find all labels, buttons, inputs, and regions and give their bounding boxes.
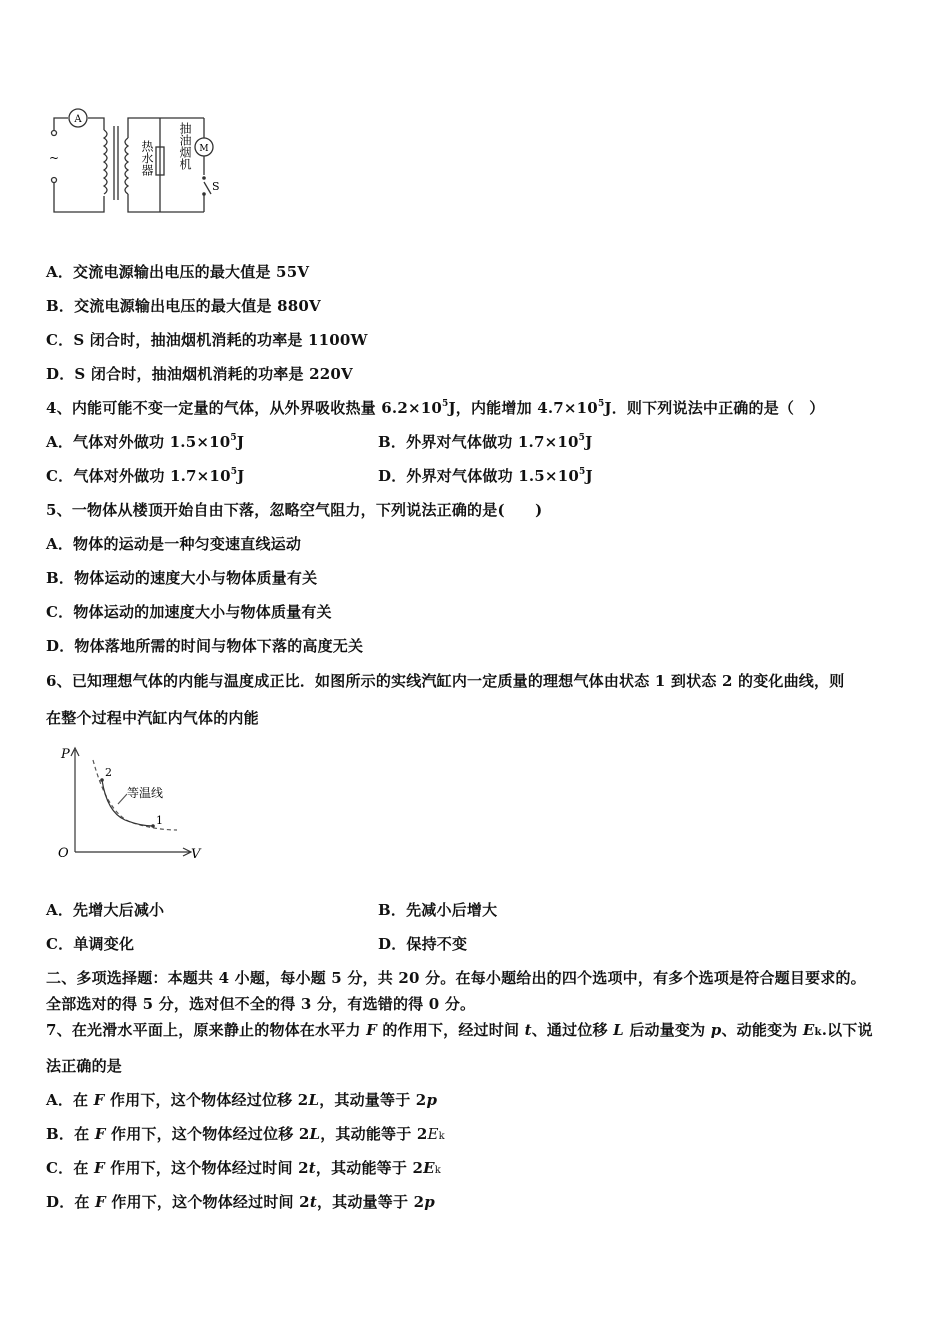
q6-stem-line1: 6、已知理想气体的内能与温度成正比．如图所示的实线汽缸内一定质量的理想气体由状态 1 到状态 2 的变化曲线，则 xyxy=(46,672,845,690)
circuit-diagram xyxy=(40,100,230,220)
q4-option-a: A．气体对外做功 $1.5\times 10^5J$ xyxy=(46,433,245,451)
q5-stem: 5、一物体从楼顶开始自由下落，忽略空气阻力，下列说法正确的是( ) xyxy=(46,501,543,519)
q5-option-d: D．物体落地所需的时间与物体下落的高度无关 xyxy=(46,637,364,655)
q7-option-b: B．在 F 作用下，这个物体经过位移 2L，其动能等于 2Ek xyxy=(46,1125,445,1143)
section2-heading-line2: 全部选对的得 5 分，选对但不全的得 3 分，有选错的得 0 分。 xyxy=(46,995,476,1013)
hood-label: 抽油烟机 xyxy=(178,122,192,170)
pv-graph xyxy=(55,742,205,867)
q7-option-c: C．在 F 作用下，这个物体经过时间 2t，其动能等于 2Ek xyxy=(46,1159,442,1177)
q7-option-d: D．在 F 作用下，这个物体经过时间 2t，其动量等于 2p xyxy=(46,1193,435,1211)
q3-option-d: D．S 闭合时，抽油烟机消耗的功率是 220V xyxy=(46,365,353,383)
switch-label: S xyxy=(212,180,220,193)
q4-option-d: D．外界对气体做功 $1.5\times 10^5J$ xyxy=(378,467,593,485)
q6-option-b: B．先减小后增大 xyxy=(378,901,498,919)
heater-label: 热水器 xyxy=(140,140,154,176)
axis-v-label: V xyxy=(191,847,201,862)
q4-stem: 4、内能可能不变一定量的气体，从外界吸收热量 $6.2\times 10^5J$，内能增加 $4.7\times 10^5J$．则下列说法中正确的是（ ） xyxy=(46,399,825,417)
q6-stem-line2: 在整个过程中汽缸内气体的内能 xyxy=(46,709,259,727)
q3-option-b: B．交流电源输出电压的最大值是 880V xyxy=(46,297,321,315)
q5-option-b: B．物体运动的速度大小与物体质量有关 xyxy=(46,569,318,587)
axis-p-label: P xyxy=(61,747,70,762)
ammeter-label: A xyxy=(74,114,82,125)
q3-option-a: A．交流电源输出电压的最大值是 55V xyxy=(46,263,310,281)
q4-option-b: B．外界对气体做功 $1.7\times 10^5J$ xyxy=(378,433,593,451)
q4-option-c: C．气体对外做功 $1.7\times 10^5J$ xyxy=(46,467,245,485)
ac-source-symbol: ~ xyxy=(49,151,60,165)
state-2-label: 2 xyxy=(105,766,112,779)
q3-option-c: C．S 闭合时，抽油烟机消耗的功率是 1100W xyxy=(46,331,368,349)
isotherm-label: 等温线 xyxy=(127,786,164,800)
q7-stem-line1: 7、在光滑水平面上，原来静止的物体在水平力 F 的作用下，经过时间 t、通过位移 L 后动量变为 p、动能变为 Ek.以下说 xyxy=(46,1021,873,1039)
q7-stem-line2: 法正确的是 xyxy=(46,1057,123,1075)
q6-option-d: D．保持不变 xyxy=(378,935,468,953)
q7-option-a: A．在 F 作用下，这个物体经过位移 2L，其动量等于 2p xyxy=(46,1091,438,1109)
state-1-label: 1 xyxy=(156,814,163,827)
q6-option-a: A．先增大后减小 xyxy=(46,901,165,919)
section2-heading-line1: 二、多项选择题：本题共 4 小题，每小题 5 分，共 20 分。在每小题给出的四个选项中，有多个选项是符合题目要求的。 xyxy=(46,969,866,987)
origin-label: O xyxy=(58,846,69,861)
q6-option-c: C．单调变化 xyxy=(46,935,135,953)
q5-option-a: A．物体的运动是一种匀变速直线运动 xyxy=(46,535,302,553)
motor-label: M xyxy=(199,144,209,154)
q5-option-c: C．物体运动的加速度大小与物体质量有关 xyxy=(46,603,332,621)
